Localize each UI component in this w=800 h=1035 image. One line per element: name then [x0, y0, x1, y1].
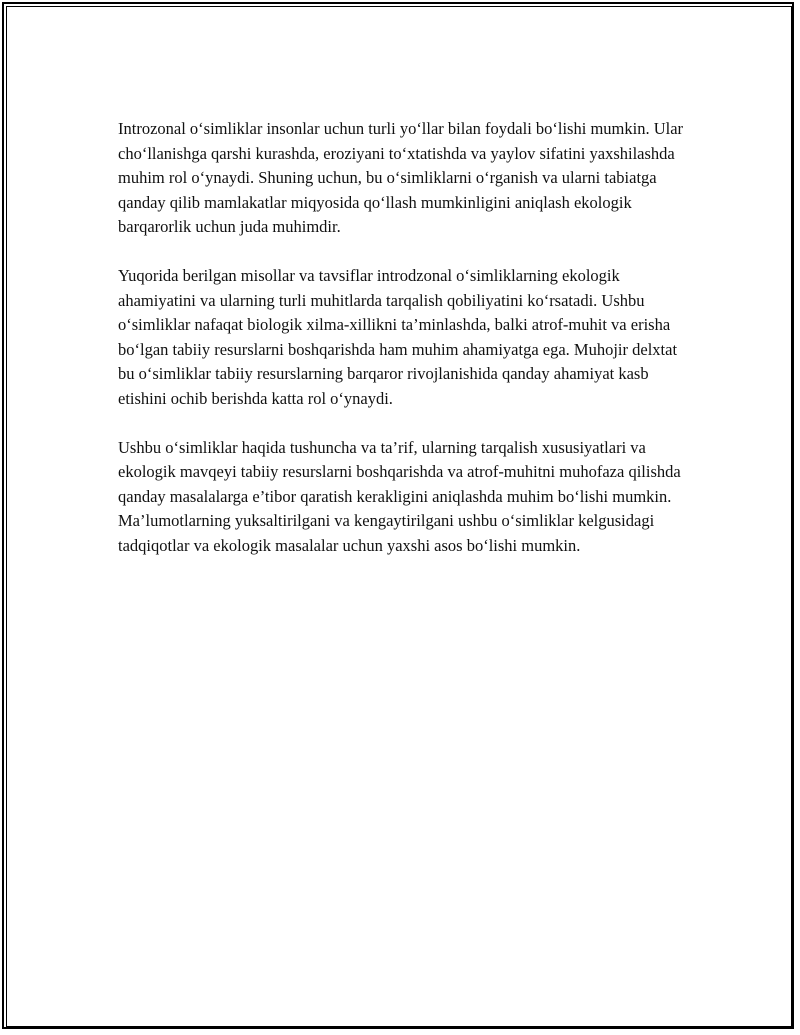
paragraph-2: Yuqorida berilgan misollar va tavsiflar introdzonal o‘simliklarning ekologik ahamiyatini va ularning turli muhitlarda tarqalish qobiliyatini ko‘rsatadi. Ushbu o‘simliklar nafaqat biologik xilma-xillikni ta’minlashda, balki atrof-muhit va erisha bo‘lgan tabiiy resurslarni boshqarishda ham muhim ahamiyatga ega. Muhojir delxtat bu o‘simliklar tabiiy resurslarning barqaror rivojlanishida qanday ahamiyat kasb etishini ochib berishda katta rol o‘ynaydi.: [118, 266, 678, 408]
document-body: [118, 117, 688, 583]
paragraph-3: Ushbu o‘simliklar haqida tushuncha va ta’rif, ularning tarqalish xususiyatlari va ekologik mavqeyi tabiiy resurslarni boshqarishda va atrof-muhitni muhofaza qilishda qanday masalalarga e’tibor qaratish kerakligini aniqlashda muhim bo‘lishi mumkin. Ma’lumotlarning yuksaltirilgani va kengaytirilgani ushbu o‘simliklar kelgusidagi tadqiqotlar va ekologik masalalar uchun yaxshi asos bo‘lishi mumkin.: [118, 437, 681, 555]
paragraph-1: Introzonal o‘simliklar insonlar uchun turli yo‘llar bilan foydali bo‘lishi mumkin. Ular cho‘llanishga qarshi kurashda, eroziyani to‘xtatishda va yaylov sifatini yaxshilashda muhim rol o‘ynaydi. Shuning uchun, bu o‘simliklarni o‘rganish va ularni tabiatga qanday qilib mamlakatlar miqyosida qo‘llash mumkinligini aniqlash ekologik barqarorlik uchun juda muhimdir.: [118, 119, 684, 236]
